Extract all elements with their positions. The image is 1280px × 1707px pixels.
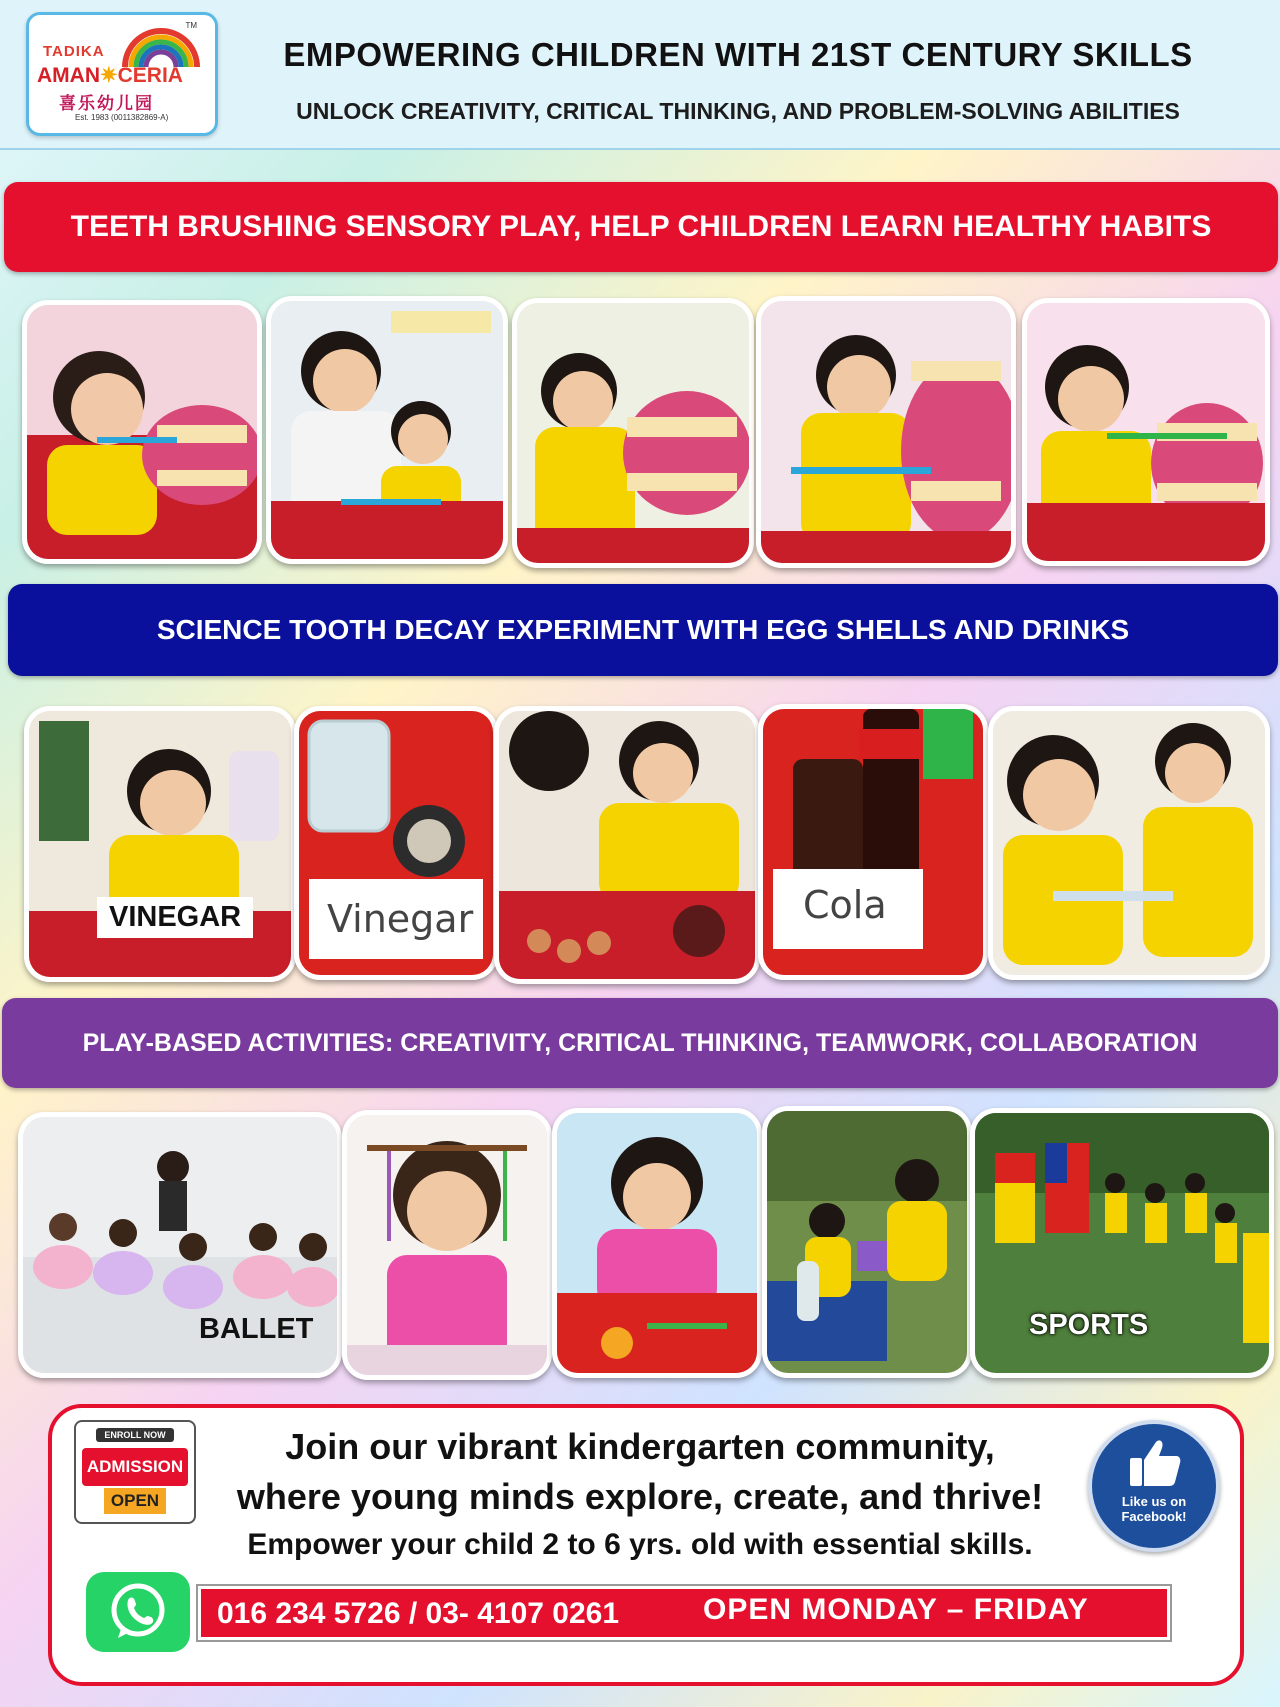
contact-bar [198,1586,1170,1640]
admission-open-badge[interactable] [74,1420,196,1524]
photo-ballet[interactable] [18,1112,342,1378]
section-banner-play: PLAY-BASED ACTIVITIES: CREATIVITY, CRITICAL THINKING, TEAMWORK, COLLABORATION [2,998,1278,1088]
facebook-like-text: Like us on Facebook! [1121,1494,1187,1524]
facebook-like-button[interactable] [1088,1420,1220,1552]
label-ballet: BALLET [199,1313,314,1345]
trademark: TM [185,21,197,30]
photo-image [517,303,749,563]
enroll-now-text: ENROLL NOW [96,1428,174,1442]
photo-image [347,1115,547,1375]
photo-science-3[interactable] [494,706,760,984]
photo-science-5[interactable] [988,706,1270,980]
photo-craft-2[interactable] [552,1108,762,1378]
section-banner-science: SCIENCE TOOTH DECAY EXPERIMENT WITH EGG SHELLS AND DRINKS [8,584,1278,676]
photo-image [557,1113,757,1373]
opening-hours: OPEN MONDAY – FRIDAY [703,1593,1089,1626]
logo-name-left: AMAN [37,64,100,87]
admission-text: ADMISSION [82,1448,188,1486]
whatsapp-icon [108,1582,168,1642]
page-subtitle: UNLOCK CREATIVITY, CRITICAL THINKING, AND PROBLEM-SOLVING ABILITIES [296,98,1180,124]
label-vinegar: VINEGAR [97,897,253,938]
photo-science-4[interactable] [758,704,988,980]
photo-science-2[interactable] [294,706,498,980]
rainbow-icon [121,27,201,67]
photo-image [1027,303,1265,561]
photo-science-1[interactable] [24,706,296,982]
photo-teeth-1[interactable] [22,300,262,564]
label-cola-card: Cola [803,883,887,927]
photo-image [763,709,983,975]
thumbs-up-icon [1126,1436,1182,1490]
page-title: EMPOWERING CHILDREN WITH 21ST CENTURY SKILLS [283,36,1193,73]
cta-line-1: Join our vibrant kindergarten community, [285,1426,995,1467]
photo-image [499,711,755,979]
open-text: OPEN [104,1488,166,1514]
photo-image [767,1111,967,1373]
logo-chinese: 喜乐幼儿园 [59,94,154,113]
photo-image [993,711,1265,975]
whatsapp-button[interactable] [86,1572,190,1652]
school-logo[interactable] [26,12,218,136]
logo-tadika: TADIKA [43,43,105,60]
photo-image [271,301,503,559]
section-banner-teeth-brushing: TEETH BRUSHING SENSORY PLAY, HELP CHILDREN LEARN HEALTHY HABITS [4,182,1278,272]
photo-craft-1[interactable] [342,1110,552,1380]
photo-teeth-4[interactable] [756,296,1016,568]
photo-teeth-5[interactable] [1022,298,1270,566]
logo-name [37,63,183,88]
cta-line-3: Empower your child 2 to 6 yrs. old with essential skills. [247,1528,1033,1561]
cta-line-2: where young minds explore, create, and thrive! [236,1476,1044,1517]
logo-est: Est. 1983 (0011382869-A) [75,113,169,122]
photo-image [27,305,257,559]
page-header [0,0,1280,150]
photo-image [761,301,1011,563]
phone-numbers[interactable]: 016 234 5726 / 03- 4107 0261 [217,1597,620,1630]
photo-outdoor[interactable] [762,1106,972,1378]
photo-sports[interactable] [970,1108,1274,1378]
photo-teeth-3[interactable] [512,298,754,568]
logo-name-right: CERIA [117,64,183,87]
label-vinegar-card: Vinegar [327,897,474,941]
photo-teeth-2[interactable] [266,296,508,564]
sun-icon: ✷ [100,64,118,87]
label-sports: SPORTS [1029,1309,1149,1341]
